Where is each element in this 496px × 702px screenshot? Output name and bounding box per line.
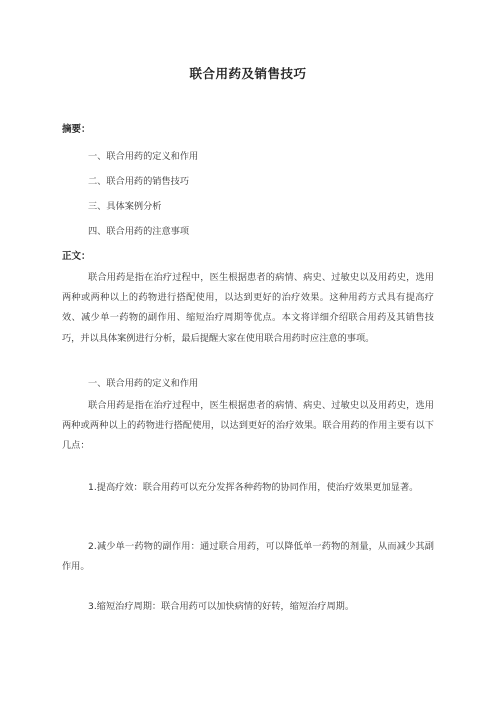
toc-item-2: 二、联合用药的销售技巧 <box>88 176 190 187</box>
point-3: 3.缩短治疗周期：联合用药可以加快病情的好转，缩短治疗周期。 <box>88 601 355 612</box>
toc-item-3: 三、具体案例分析 <box>88 201 162 212</box>
body-label: 正文： <box>62 251 91 262</box>
section-1-title: 一、联合用药的定义和作用 <box>88 378 199 389</box>
section-1-paragraph: 联合用药是指在治疗过程中，医生根据患者的病情、病史、过敏史以及用药史，选用两种或两种以上的药物进行搭配使用，以达到更好的治疗效果。联合用药的作用主要有以下几点： <box>62 400 434 452</box>
point-2: 2.减少单一药物的副作用：通过联合用药，可以降低单一药物的剂量，从而减少其副作用。 <box>62 541 434 573</box>
intro-paragraph: 联合用药是指在治疗过程中，医生根据患者的病情、病史、过敏史以及用药史，选用两种或两种以上的药物进行搭配使用，以达到更好的治疗效果。这种用药方式具有提高疗效、减少单一药物的副作用、缩短治疗周期等优点。本文将详细介绍联合用药及其销售技巧，并以具体案例进行分析，最后提醒大家在使用联合用药时应注意的事项。 <box>62 272 434 344</box>
toc-item-1: 一、联合用药的定义和作用 <box>88 151 199 162</box>
point-1: 1.提高疗效：联合用药可以充分发挥各种药物的协同作用，使治疗效果更加显著。 <box>88 482 419 493</box>
document-title: 联合用药及销售技巧 <box>189 66 307 81</box>
toc-item-4: 四、联合用药的注意事项 <box>88 226 190 237</box>
abstract-label: 摘要： <box>62 124 91 135</box>
